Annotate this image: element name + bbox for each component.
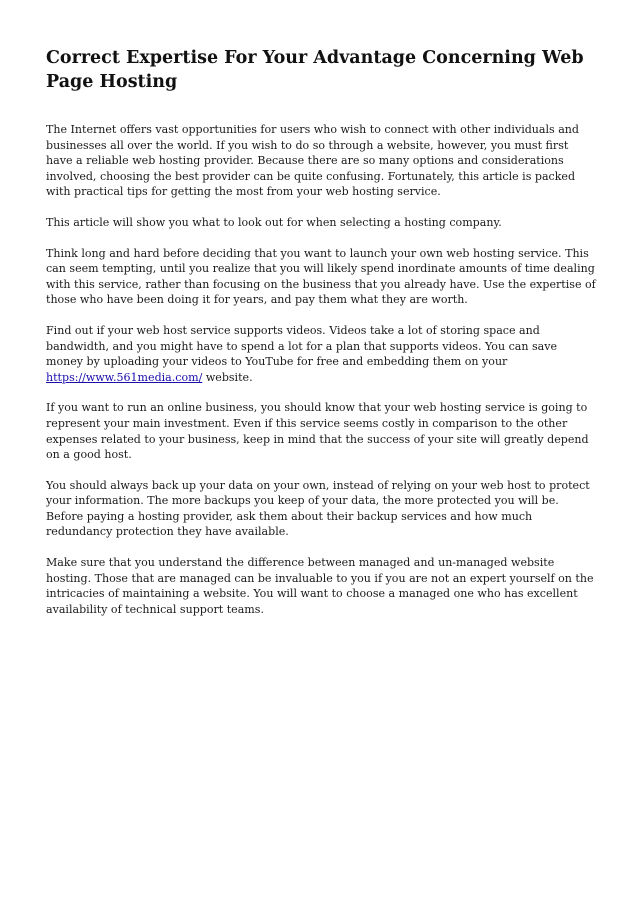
paragraph-overview: This article will show you what to look out for when selecting a hosting company. bbox=[46, 215, 502, 229]
paragraph-own-hosting: Think long and hard before deciding that you want to launch your own web hosting service. This can seem tempting, until you realize that you will likely spend inordinate amounts of time dealing with this service, rather than focusing on the business that you already have. Use the expertise of those who have been doing it for years, and pay them what they are worth. bbox=[46, 246, 596, 307]
paragraph-intro: The Internet offers vast opportunities for users who wish to connect with other individuals and businesses all over the world. If you wish to do so through a website, however, you must first have a reliable web hosting provider. Because there are so many options and considerations involved, choosing the best provider can be quite confusing. Fortunately, this article is packed with practical tips for getting the most from your web hosting service. bbox=[46, 123, 579, 199]
paragraph-managed-hosting: Make sure that you understand the difference between managed and un-managed website hosting. Those that are managed can be invaluable to you if you are not an expert yourself on the intricacies of maintaining a website. You will want to choose a managed one who has excellent availability of technical support teams. bbox=[46, 556, 594, 616]
paragraph-backup: You should always back up your data on your own, instead of relying on your web host to protect your information. The more backups you keep of your data, the more protected you will be. Before paying a hosting provider, ask them about their backup services and how much redundancy protection they have available. bbox=[46, 478, 590, 539]
page-title: Correct Expertise For Your Advantage Concerning Web Page Hosting bbox=[46, 48, 584, 92]
website-link[interactable]: https://www.561media.com/ bbox=[46, 370, 203, 384]
paragraph-videos bbox=[46, 323, 596, 385]
document-page bbox=[46, 46, 596, 632]
paragraph-online-business: If you want to run an online business, you should know that your web hosting service is going to represent your main investment. Even if this service seems costly in comparison to the other expenses related to your business, keep in mind that the success of your site will greatly depend on a good host. bbox=[46, 401, 589, 462]
paragraph-videos-text: Find out if your web host service supports videos. Videos take a lot of storing space and bandwidth, and you might have to spend a lot for a plan that supports videos. You can save money by uploading your videos to YouTube for free and embedding them on your bbox=[46, 323, 558, 369]
paragraph-videos-tail: website. bbox=[202, 370, 253, 384]
